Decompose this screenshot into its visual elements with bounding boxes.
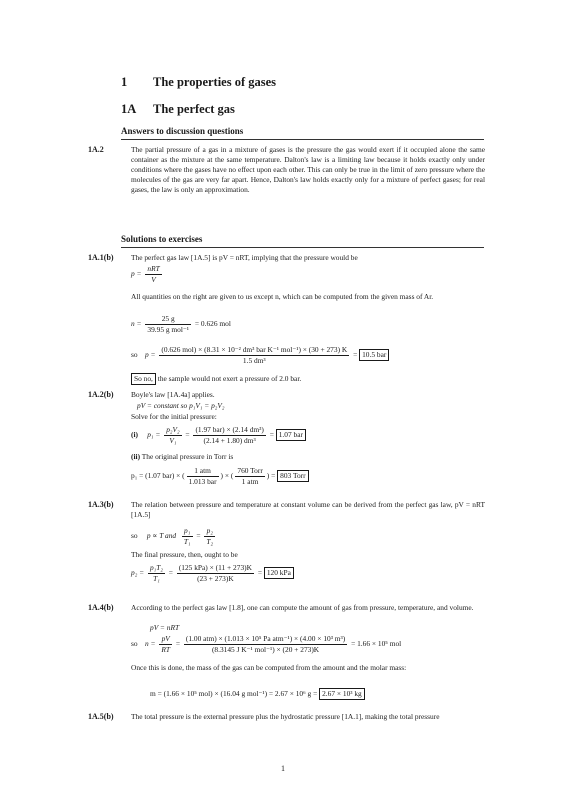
exercise-part-ii-text: (ii) The original pressure in Torr is — [131, 452, 234, 461]
exercise-label-1a5b: 1A.5(b) — [88, 712, 114, 721]
exercise-label-1a3b: 1A.3(b) — [88, 500, 114, 509]
exercise-conclusion-1a1b: So no, the sample would not exert a pressure of 2.0 bar. — [131, 373, 485, 385]
chapter-title: The properties of gases — [153, 75, 277, 89]
answer-box: 2.67 × 10³ kg — [319, 688, 365, 700]
equation-final-pressure: p₂ = $\frac{\text{p₁T₂}}{\text{T₁}}$ = $\frac{\text{(125 kPa) × (11 + 273)K}}{(23 + 273)K}$ = 120 kPa — [131, 563, 294, 584]
answer-box: 10.5 bar — [359, 349, 389, 361]
equation-initial-pressure: (i) p₁ = $\frac{\text{p₂V₂}}{\text{V₁}}$ = $\frac{\text{(1.97 bar) × (2.14 dm³)}}{\text{(2.14 + 1.80) dm³}}$ = 1.07 bar — [131, 425, 306, 446]
exercise-label-1a4b: 1A.4(b) — [88, 603, 114, 612]
equation-pressure-result: so p = $\frac{\text{(0.626 mol) × (8.31 × 10⁻² dm³ bar K⁻¹ mol⁻¹) × (30 + 273) K}}{\text{1.5 dm³}}$ = 10.5 bar — [131, 345, 389, 366]
equation-ideal-gas-pressure: p = $\frac{\text{nRT}}{V}$ — [131, 264, 160, 284]
question-text-1a2: The partial pressure of a gas in a mixture of gases is the pressure the gas would exert if it occupied alone the same container as the mixture at the same temperature. Dalton's law is a limiting law because it holds exactly only under conditions where the gases have no effect upon each other. This can only be true in the limit of zero pressure where the molecules of the gas are very far apart. Hence, Dalton's law holds exactly only for a mixture of perfect gases; for real gases, the law is only an approximation. — [131, 145, 485, 195]
boyle-law-relation: pV = constant so p₁V₁ = p₂V₂ — [137, 401, 225, 410]
answer-box: 1.07 bar — [276, 429, 306, 441]
exercise-intro-1a2b: Boyle's law [1A.4a] applies. — [131, 390, 215, 399]
equation-proportionality: so p ∝ T and $\frac{\text{p₁}}{\text{T₁}}$ = $\frac{\text{p₂}}{\text{T₂}}$ — [131, 526, 214, 546]
perfect-gas-law: pV = nRT — [150, 623, 180, 632]
exercise-text-1a1b: All quantities on the right are given to us except n, which can be computed from the given mass of Ar. — [131, 292, 434, 301]
exercise-intro-1a1b: The perfect gas law [1A.5] is pV = nRT, implying that the pressure would be — [131, 253, 358, 262]
equation-mass: m = (1.66 × 10⁵ mol) × (16.04 g mol⁻¹) = 2.67 × 10⁶ g = 2.67 × 10³ kg — [150, 688, 365, 700]
equation-amount-ar: n = $\frac{25 g}{\text{39.95 g mol⁻¹}}$ = 0.626 mol — [131, 314, 231, 334]
exercise-intro-1a4b: According to the perfect gas law [1.8], one can compute the amount of gas from pressure, temperature, and volume. — [131, 603, 474, 612]
discussion-heading: Answers to discussion questions — [121, 126, 484, 140]
exercise-label-1a1b: 1A.1(b) — [88, 253, 114, 262]
exercise-intro-1a3b: The relation between pressure and temperature at constant volume can be derived from the perfect gas law, pV = nRT [1A.5] — [131, 500, 485, 520]
equation-pressure-torr: p₁ = (1.07 bar) × ( $\frac{\text{1 atm}}{\text{1.013 bar}}$ ) × ( $\frac{\text{760 Torr}}{\text{1 atm}}$ ) = 803 Torr — [131, 466, 309, 487]
exercise-text-1a5b: The total pressure is the external pressure plus the hydrostatic pressure [1A.1], making the total pressure — [131, 712, 440, 721]
chapter-heading — [121, 74, 276, 91]
chapter-number: 1 — [121, 75, 128, 89]
answer-box: 803 Torr — [277, 470, 308, 482]
exercise-mass-text: Once this is done, the mass of the gas can be computed from the amount and the molar mass: — [131, 663, 407, 672]
exercise-solve-text: Solve for the initial pressure: — [131, 412, 217, 421]
exercise-final-text: The final pressure, then, ought to be — [131, 550, 238, 559]
exercises-heading: Solutions to exercises — [121, 234, 484, 248]
section-number: 1A — [121, 102, 137, 116]
page-number: 1 — [281, 764, 285, 773]
exercise-label-1a2b: 1A.2(b) — [88, 390, 114, 399]
question-label-1a2: 1A.2 — [88, 145, 104, 154]
equation-amount-gas: so n = $\frac{pV}{RT}$ = $\frac{\text{(1.00 atm) × (1.013 × 10⁵ Pa atm⁻¹) × (4.00 × 10³ m³)}}{\text{(8.3145 J K⁻¹ mol⁻¹) × (20 + 273)K}}$ = 1.66 × 10⁵ mol — [131, 634, 402, 654]
section-title: The perfect gas — [153, 102, 235, 116]
answer-box: 120 kPa — [264, 567, 294, 579]
section-heading — [121, 101, 235, 118]
answer-box: So no, — [131, 373, 156, 385]
